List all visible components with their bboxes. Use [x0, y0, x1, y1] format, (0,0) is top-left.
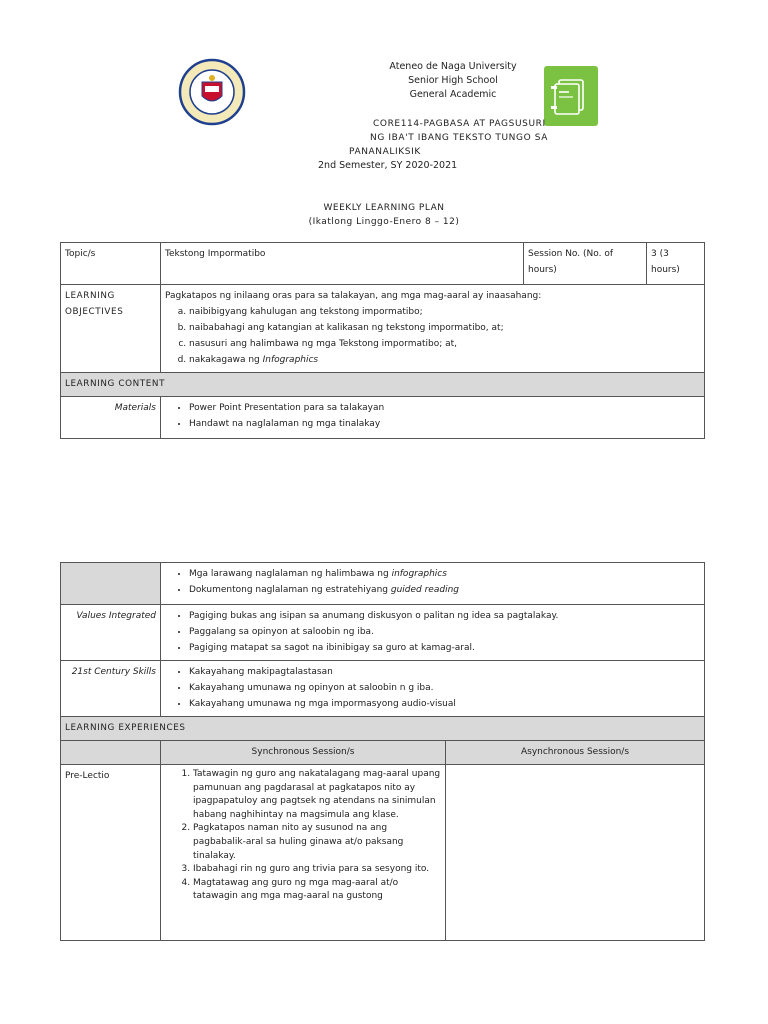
objective-item: [189, 352, 700, 368]
objective-item-text: nakakagawa ng: [189, 355, 263, 365]
materials-continued-row: [61, 563, 705, 605]
prelectio-item: 3. Ibabahagi rin ng guro ang trivia para sa sesyong ito.: [193, 863, 441, 877]
course-line-3: PANANALIKSIK: [349, 147, 421, 157]
prelectio-async-cell: [446, 765, 705, 941]
materials-row: [61, 397, 705, 439]
material-item: [189, 582, 700, 598]
course-title: [316, 117, 552, 159]
prelectio-item: 4. Magtatawag ang guro ng mga mag-aaral at/o tatawagin ang mga mag-aaral na gustong: [193, 877, 441, 904]
prelectio-sync-cell: [161, 765, 446, 941]
objective-item: a. naibibigyang kahulugan ang tekstong impormatibo;: [189, 304, 700, 320]
material-item-text: Dokumentong naglalaman ng estratehiyang: [189, 585, 391, 595]
prelectio-item: 2. Pagkatapos naman nito ay susunod na ang pagbabalik-aral sa huling ginawa at/o paksang tinalakay.: [193, 822, 441, 863]
skill-item: • Kakayahang umunawa ng opinyon at saloobin n g iba.: [189, 680, 700, 696]
materials-continued-list: [165, 566, 700, 598]
objective-item-italic: Infographics: [262, 355, 319, 365]
objectives-intro: Pagkatapos ng inilaang oras para sa talakayan, ang mga mag-aaral ay inaasahang:: [165, 291, 542, 301]
objectives-cell: [161, 285, 705, 373]
values-label: Values Integrated: [61, 605, 161, 661]
prelectio-list: [165, 768, 441, 904]
value-item: • Pagiging matapat sa sagot na ibinibigay sa guro at kamag-aral.: [189, 640, 700, 656]
session-value: 3 (3 hours): [647, 243, 705, 285]
material-item: • Handawt na naglalaman ng mga tinalakay: [189, 416, 700, 432]
value-item: • Paggalang sa opinyon at saloobin ng iba.: [189, 624, 700, 640]
prelectio-label: Pre-Lectio: [61, 765, 161, 941]
university-name: Ateneo de Naga University: [389, 61, 517, 72]
session-label: Session No. (No. of hours): [524, 243, 647, 285]
session-header-blank: [61, 741, 161, 765]
skill-item: • Kakayahang umunawa ng mga impormasyong audio-visual: [189, 696, 700, 712]
track-name: General Academic: [409, 89, 497, 100]
skills-row: [61, 661, 705, 717]
material-item-text: Mga larawang naglalaman ng halimbawa ng: [189, 569, 392, 579]
materials-continued-label: [61, 563, 161, 605]
values-row: [61, 605, 705, 661]
course-line-1: CORE114-PAGBASA AT PAGSUSURI: [373, 119, 546, 129]
objectives-list: [165, 304, 700, 368]
objectives-label: LEARNING OBJECTIVES: [61, 285, 161, 373]
materials-label: Materials: [61, 397, 161, 439]
sync-header: Synchronous Session/s: [161, 741, 446, 765]
value-item: • Pagiging bukas ang isipan sa anumang diskusyon o palitan ng idea sa pagtalakay.: [189, 608, 700, 624]
material-item-italic: guided reading: [390, 585, 459, 595]
content-row: [61, 373, 705, 397]
course-line-2: NG IBA'T IBANG TEKSTO TUNGO SA: [370, 133, 548, 143]
material-item: [189, 566, 700, 582]
skills-label: 21st Century Skills: [61, 661, 161, 717]
topic-label: Topic/s: [61, 243, 161, 285]
learning-content-label: LEARNING CONTENT: [61, 373, 705, 397]
material-item: • Power Point Presentation para sa talakayan: [189, 400, 700, 416]
learning-experiences-label: LEARNING EXPERIENCES: [61, 717, 705, 741]
skill-item: • Kakayahang makipagtalastasan: [189, 664, 700, 680]
prelectio-row: [61, 765, 705, 941]
material-item-italic: infographics: [391, 569, 447, 579]
objectives-row: [61, 285, 705, 373]
experiences-row: [61, 717, 705, 741]
plan-table-1: [60, 242, 705, 439]
university-seal-logo: [178, 58, 246, 126]
async-header: Asynchronous Session/s: [446, 741, 705, 765]
plan-title-text: WEEKLY LEARNING PLAN: [323, 203, 445, 213]
objective-item: b. naibabahagi ang katangian at kalikasan ng tekstong impormatibo, at;: [189, 320, 700, 336]
skills-list: [165, 664, 700, 712]
skills-cell: [161, 661, 705, 717]
objective-item: c. nasusuri ang halimbawa ng mga Tekstong impormatibo; at,: [189, 336, 700, 352]
plan-table-2: [60, 562, 705, 941]
session-header-row: [61, 741, 705, 765]
materials-continued-cell: [161, 563, 705, 605]
prelectio-item: 1. Tatawagin ng guro ang nakatalagang mag-aaral upang pamunuan ang pagdarasal at pagkatapos nito ay ipagpapatuloy ang pagtsek ng atendans na sinimulan habang naghihintay na magsimula ang klase.: [193, 768, 441, 822]
plan-week-text: (Ikatlong Linggo-Enero 8 – 12): [308, 217, 460, 227]
values-list: [165, 608, 700, 656]
plan-title: [250, 201, 518, 229]
school-header: [300, 60, 606, 102]
school-name: Senior High School: [408, 75, 498, 86]
topic-value: Tekstong Impormatibo: [161, 243, 524, 285]
semester-label: 2nd Semester, SY 2020-2021: [318, 160, 458, 171]
materials-list: [165, 400, 700, 432]
topic-row: [61, 243, 705, 285]
materials-cell: [161, 397, 705, 439]
values-cell: [161, 605, 705, 661]
